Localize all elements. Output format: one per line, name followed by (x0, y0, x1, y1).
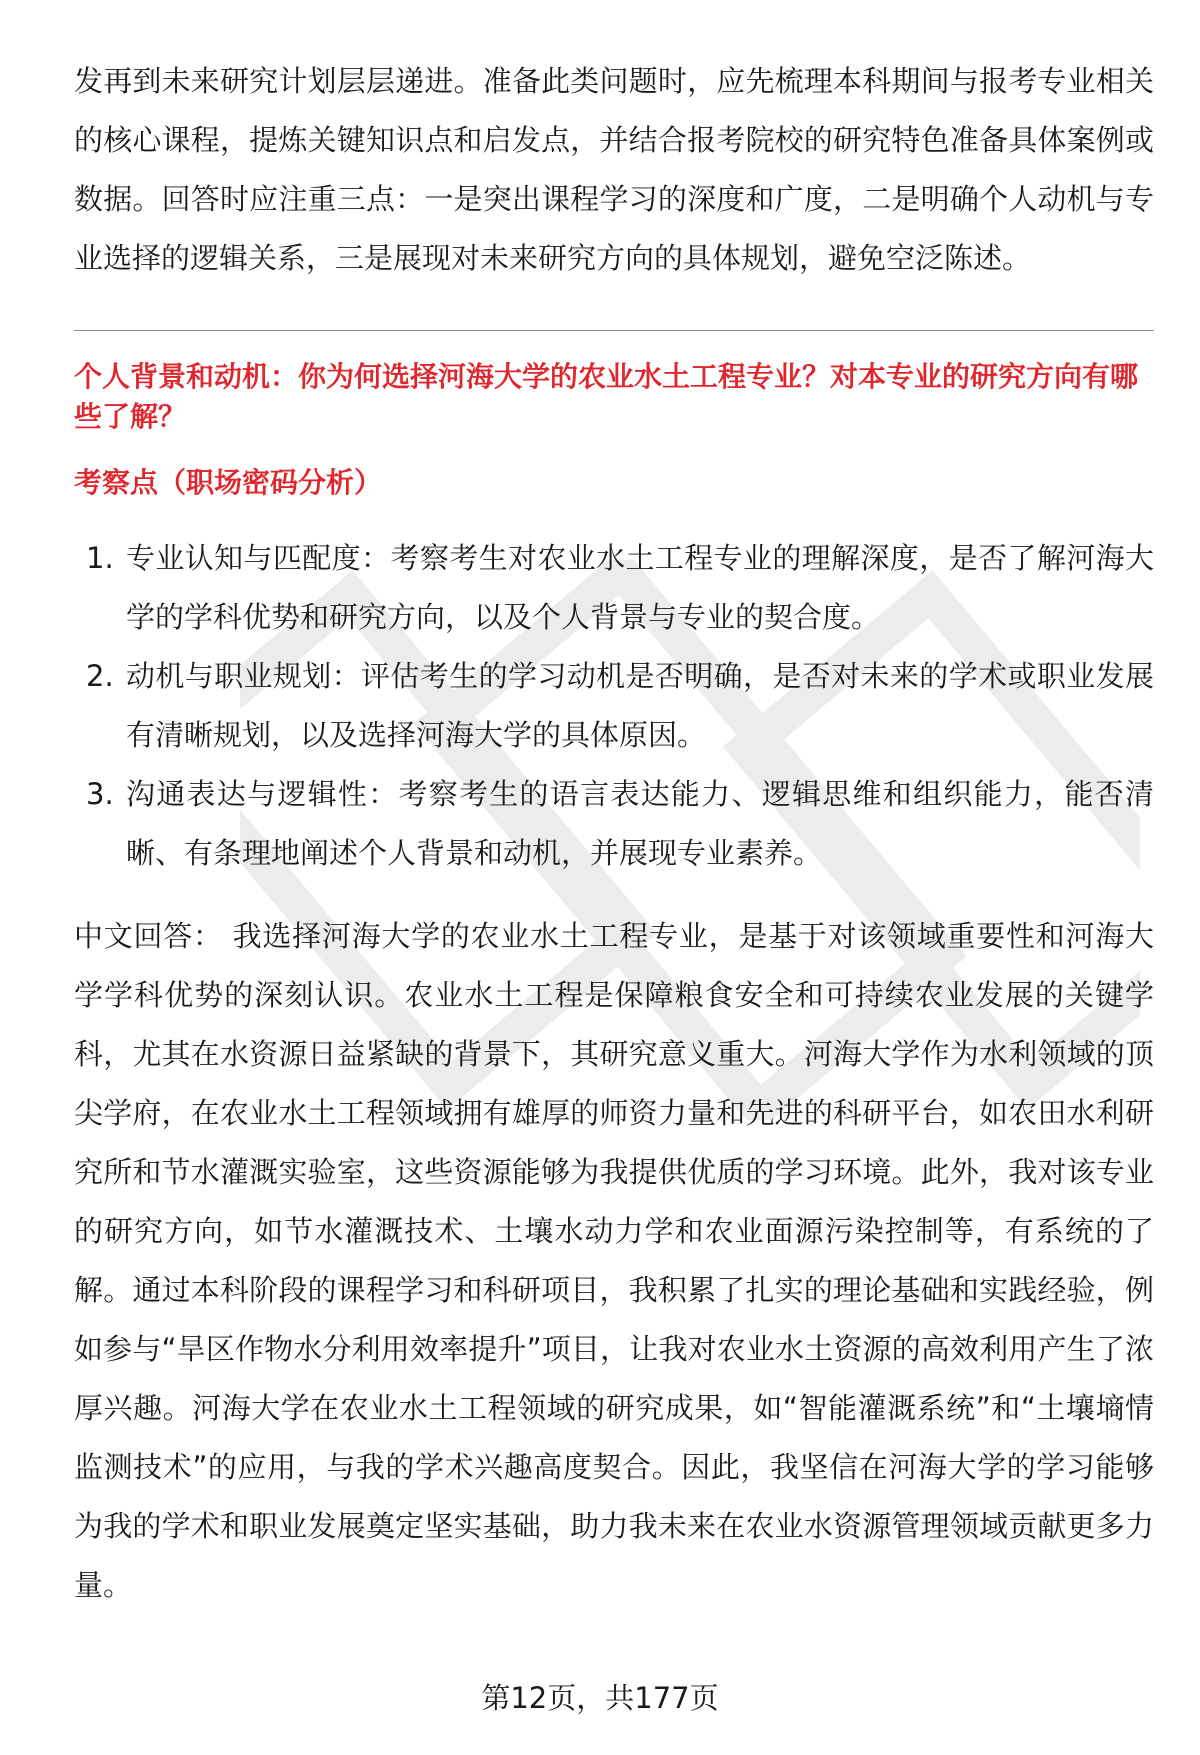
question-heading: 个人背景和动机：你为何选择河海大学的农业水土工程专业？对本专业的研究方向有哪些了解？ (74, 360, 1139, 433)
exam-point-number: 1. (86, 541, 114, 575)
exam-point-item (74, 765, 1154, 883)
exam-point-text: 动机与职业规划：评估考生的学习动机是否明确，是否对未来的学术或职业发展有清晰规划，以及选择河海大学的具体原因。 (126, 659, 1154, 752)
exam-point-number: 3. (86, 777, 114, 811)
page-footer: 第12页，共177页 (481, 1681, 719, 1715)
intro-paragraph: 发再到未来研究计划层层递进。准备此类问题时，应先梳理本科期间与报考专业相关的核心课程，提炼关键知识点和启发点，并结合报考院校的研究特色准备具体案例或数据。回答时应注重三点：一是突出课程学习的深度和广度，二是明确个人动机与专业选择的逻辑关系，三是展现对未来研究方向的具体规划，避免空泛陈述。 (74, 64, 1154, 275)
exam-point-number: 2. (86, 659, 114, 693)
answer-paragraph: 中文回答： 我选择河海大学的农业水土工程专业，是基于对该领域重要性和河海大学学科优势的深刻认识。农业水土工程是保障粮食安全和可持续农业发展的关键学科，尤其在水资源日益紧缺的背景下，其研究意义重大。河海大学作为水利领域的顶尖学府，在农业水土工程领域拥有雄厚的师资力量和先进的科研平台，如农田水利研究所和节水灌溉实验室，这些资源能够为我提供优质的学习环境。此外，我对该专业的研究方向，如节水灌溉技术、土壤水动力学和农业面源污染控制等，有系统的了解。通过本科阶段的课程学习和科研项目，我积累了扎实的理论基础和实践经验，例如参与“旱区作物水分利用效率提升”项目，让我对农业水土资源的高效利用产生了浓厚兴趣。河海大学在农业水土工程领域的研究成果，如“智能灌溉系统”和“土壤墒情监测技术”的应用，与我的学术兴趣高度契合。因此，我坚信在河海大学的学习能够为我的学术和职业发展奠定坚实基础，助力我未来在农业水资源管理领域贡献更多力量。 (74, 919, 1154, 1602)
exam-point-item (74, 647, 1154, 765)
section-divider (74, 330, 1154, 331)
exam-points-list (74, 529, 1154, 883)
exam-point-item (74, 529, 1154, 647)
exam-point-text: 沟通表达与逻辑性：考察考生的语言表达能力、逻辑思维和组织能力，能否清晰、有条理地阐述个人背景和动机，并展现专业素养。 (126, 777, 1154, 870)
page-content (74, 52, 1154, 1615)
exam-points-title: 考察点（职场密码分析） (74, 466, 383, 499)
exam-point-text: 专业认知与匹配度：考察考生对农业水土工程专业的理解深度，是否了解河海大学的学科优势和研究方向，以及个人背景与专业的契合度。 (126, 541, 1154, 634)
